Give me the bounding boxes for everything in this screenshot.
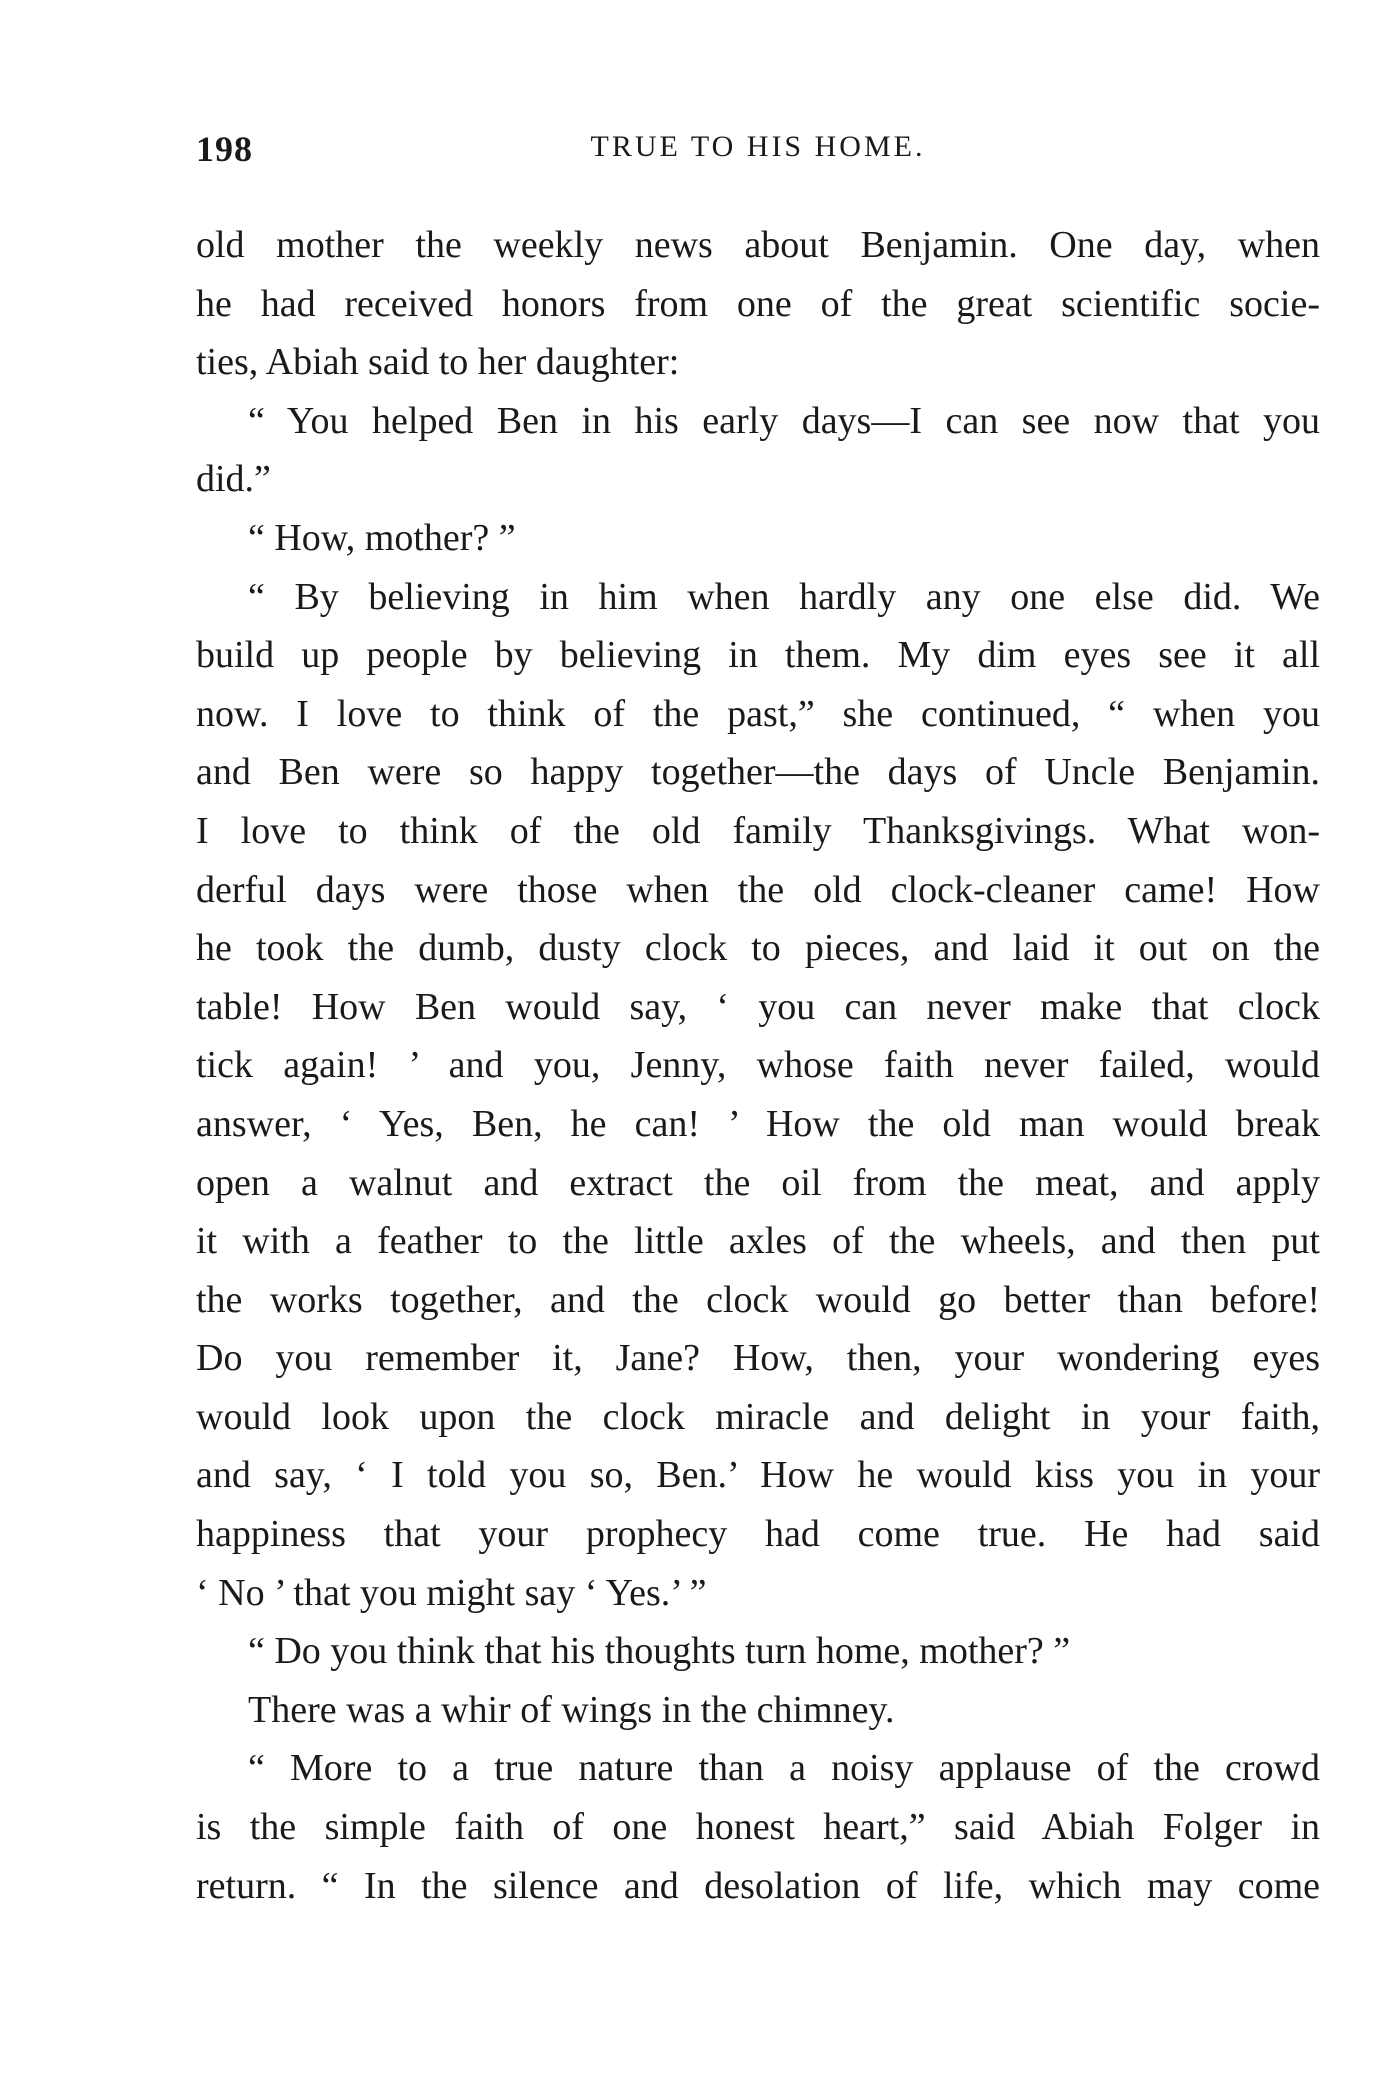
text-line: build up people by believing in them. My dim eyes see it all — [196, 634, 1320, 677]
text-line: I love to think of the old family Thanksgivings. What won- — [196, 809, 1320, 852]
text-line: “ How, mother? ” — [248, 516, 516, 559]
text-line: he took the dumb, dusty clock to pieces, and laid it out on the — [196, 927, 1320, 970]
text-line: tick again! ’ and you, Jenny, whose faith never failed, would — [196, 1044, 1320, 1087]
text-line: return. “ In the silence and desolation of life, which may come — [196, 1864, 1320, 1907]
running-title: TRUE TO HIS HOME. — [590, 130, 926, 163]
body-text — [196, 216, 1320, 1915]
text-line: “ Do you think that his thoughts turn home, mother? ” — [248, 1630, 1071, 1673]
text-line: “ By believing in him when hardly any one else did. We — [248, 575, 1320, 618]
text-line: “ More to a true nature than a noisy applause of the crowd — [248, 1747, 1320, 1790]
text-line: and Ben were so happy together—the days of Uncle Benjamin. — [196, 751, 1320, 794]
text-line: “ You helped Ben in his early days—I can see now that you — [248, 399, 1320, 442]
page-header — [196, 128, 1320, 178]
text-line: the works together, and the clock would go better than before! — [196, 1278, 1320, 1321]
page-number: 198 — [196, 129, 253, 169]
text-line: would look upon the clock miracle and delight in your faith, — [196, 1395, 1320, 1438]
text-line: derful days were those when the old clock-cleaner came! How — [196, 868, 1320, 911]
text-line: and say, ‘ I told you so, Ben.’ How he would kiss you in your — [196, 1454, 1320, 1497]
text-line: it with a feather to the little axles of the wheels, and then put — [196, 1220, 1320, 1263]
text-line: happiness that your prophecy had come true. He had said — [196, 1513, 1320, 1556]
text-line: answer, ‘ Yes, Ben, he can! ’ How the old man would break — [196, 1102, 1320, 1145]
text-line: is the simple faith of one honest heart,” said Abiah Folger in — [196, 1806, 1320, 1849]
text-line: ties, Abiah said to her daughter: — [196, 341, 680, 384]
text-line: table! How Ben would say, ‘ you can never make that clock — [196, 985, 1320, 1028]
text-line: now. I love to think of the past,” she continued, “ when you — [196, 692, 1320, 735]
text-line: did.” — [196, 458, 271, 501]
text-line: open a walnut and extract the oil from the meat, and apply — [196, 1161, 1320, 1204]
text-line: old mother the weekly news about Benjamin. One day, when — [196, 224, 1320, 266]
text-line: Do you remember it, Jane? How, then, your wondering eyes — [196, 1337, 1320, 1380]
text-line: he had received honors from one of the great scientific socie- — [196, 282, 1320, 325]
text-line: There was a whir of wings in the chimney. — [248, 1688, 895, 1731]
text-line: ‘ No ’ that you might say ‘ Yes.’ ” — [196, 1571, 707, 1614]
